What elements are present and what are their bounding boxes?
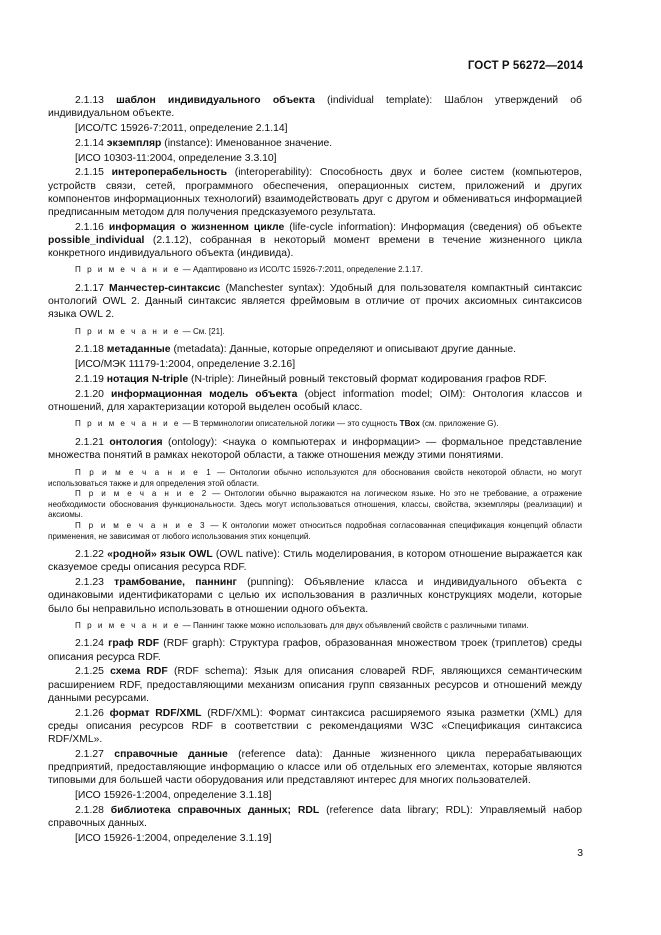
term-name: онтология — [109, 436, 163, 448]
note-text: — В терминологии описательной логики — это сущность — [180, 419, 400, 428]
note — [48, 327, 582, 338]
term-entry — [48, 576, 582, 616]
term-name: шаблон индивидуального объекта — [116, 95, 315, 106]
term-entry — [48, 707, 582, 747]
term-text: (reference data): Данные жизненного цикла перерабатывающих предприятий, предоставляющие информацию о классе или об отдельных его элементах, которые являются типовыми для большей части оборудования или представляют интерес для многих пользователей. — [48, 748, 582, 787]
source-reference — [48, 122, 582, 135]
term-entry — [48, 388, 582, 414]
term-name: экземпляр — [106, 137, 162, 149]
source-reference — [48, 152, 582, 165]
term-name: интероперабельность — [111, 167, 227, 179]
note-text: — Онтологии обычно используются для обоснования свойств некоторой области, но могут использоваться также и для определения этой области. — [48, 468, 582, 488]
term-name: справочные данные — [114, 748, 228, 760]
term-number: 2.1.17 — [75, 283, 104, 294]
term-entry — [48, 94, 582, 120]
term-text: (reference data library; RDL): Управляемый набор справочных данных. — [48, 804, 583, 829]
note-text: — Онтологии обычно выражаются на логическом языке. Но это не требование, а отражение необходимости обоснования функциональности. Здесь могут использоваться отношения, классы, свойства, экземпляры (реализации) и аксиомы. — [48, 489, 582, 520]
term-text: [ИСО 15926-1:2004, определение 3.1.19] — [75, 832, 272, 844]
term-entry — [48, 373, 582, 386]
note-label: П р и м е ч а н и е — [75, 265, 181, 275]
term-name: схема RDF — [110, 666, 168, 678]
term-entry — [48, 548, 582, 574]
note-label: П р и м е ч а н и е 3 — [75, 520, 207, 530]
note-label: П р и м е ч а н и е — [75, 620, 181, 630]
note — [48, 265, 582, 276]
standard-designation: ГОСТ Р 56272—2014 — [467, 60, 583, 72]
term-name: Манчестер-синтаксис — [109, 283, 221, 294]
note-text: — К онтологии может относиться подробная согласованная спецификация концепций области применения, не зависимая от любого использования этих концепций. — [48, 520, 582, 541]
term-name: информация о жизненном цикле — [108, 221, 285, 233]
term-entry — [48, 665, 582, 705]
term-number: 2.1.22 — [75, 549, 104, 561]
term-number: 2.1.27 — [75, 748, 104, 760]
note — [48, 419, 582, 430]
note-label: П р и м е ч а н и е — [75, 326, 181, 336]
term-number: 2.1.18 — [75, 344, 104, 356]
term-number: 2.1.24 — [75, 638, 104, 650]
term-number: 2.1.16 — [75, 221, 104, 233]
term-text: (punning): Объявление класса и индивидуального объекта с одинаковыми идентификаторами с целью их использования в различных конструкциях модели, которые было бы неправильно использовать в отношении одного объекта. — [48, 577, 583, 615]
term-name: «родной» язык OWL — [107, 549, 213, 561]
term-text-continued: (2.1.12), собранная в некоторый момент времени в течение жизненного цикла конкретного индивидуального объекта (индивида). — [48, 235, 582, 260]
term-entry — [48, 282, 582, 322]
term-number: 2.1.15 — [75, 167, 104, 179]
term-text: (instance): Именованное значение. — [161, 137, 333, 149]
term-name-secondary: possible_individual — [48, 235, 145, 246]
term-text: (interoperability): Способность двух и более систем (компьютеров, устройств связи, сетей, программного обеспечения, операционных систем, приложений и других компонентов информационных технологий) взаимодействовать друг с другом и обмениваться информацией предписанным методом для получения предсказуемого результата. — [48, 167, 582, 218]
note-label: П р и м е ч а н и е 1 — [75, 468, 213, 477]
note-label: П р и м е ч а н и е 2 — [75, 489, 209, 499]
term-text: [ИСО 15926-1:2004, определение 3.1.18] — [75, 789, 272, 801]
note-text-continued: (см. приложение G). — [419, 419, 499, 428]
term-text: (OWL native): Стиль моделирования, в котором отношение выражается как сказуемое среды описания ресурса RDF. — [48, 549, 582, 574]
page-number: 3 — [577, 848, 583, 859]
term-number: 2.1.25 — [75, 666, 104, 678]
note-term: TBox — [399, 419, 420, 428]
term-text: [ИСО/МЭК 11179-1:2004, определение 3.2.16] — [75, 359, 296, 370]
note-label: П р и м е ч а н и е — [75, 419, 181, 428]
term-number: 2.1.21 — [75, 436, 104, 448]
term-text: (RDF schema): Язык для описания словарей RDF, являющихся семантическим расширением RDF, предоставляющими механизм описания групп связанных ресурсов и отношений между данными ресурсами. — [48, 666, 583, 704]
source-reference — [48, 832, 582, 845]
term-text: (Manchester syntax): Удобный для пользователя компактный синтаксис онтологий OWL 2. Данный синтаксис является фреймовым в отличие от прочих аксиомных синтаксисов языка OWL 2. — [48, 283, 582, 321]
source-reference — [48, 358, 582, 371]
term-name: информационная модель объекта — [110, 388, 298, 400]
term-text: (ontology): <наука о компьютерах и информации> — формальное представление множества понятий в рамках некоторой области, а также отношения между этими понятиями. — [48, 436, 582, 461]
term-name: библиотека справочных данных; RDL — [110, 804, 320, 816]
term-number: 2.1.19 — [75, 373, 104, 385]
note-text: — См. [21]. — [180, 326, 225, 336]
term-name: формат RDF/XML — [109, 707, 202, 719]
note — [48, 521, 582, 542]
note-text: — Паннинг также можно использовать для двух объявлений свойств с различными типами. — [180, 620, 529, 630]
term-text: (RDF graph): Структура графов, образованная множеством троек (триплетов) среды описания ресурса RDF. — [48, 638, 582, 663]
term-name: граф RDF — [108, 638, 160, 650]
term-entry — [48, 343, 582, 356]
term-text: (N-triple): Линейный ровный текстовый формат кодирования графов RDF. — [188, 373, 547, 385]
note — [48, 468, 582, 489]
term-entry — [48, 748, 582, 788]
term-text: (metadata): Данные, которые определяют и описывают другие данные. — [170, 344, 517, 356]
term-entry — [48, 637, 582, 663]
term-number: 2.1.20 — [75, 388, 104, 400]
term-text: [ИСО 10303-11:2004, определение 3.3.10] — [75, 152, 277, 164]
term-number: 2.1.14 — [75, 137, 104, 149]
source-reference — [48, 789, 582, 802]
term-entry — [48, 436, 582, 462]
term-text: (individual template): Шаблон утверждений об индивидуальном объекте. — [48, 95, 582, 120]
term-entry — [48, 804, 582, 830]
document-body — [48, 94, 582, 847]
note-text: — Адаптировано из ИСО/ТС 15926-7:2011, определение 2.1.17. — [180, 265, 423, 275]
term-entry — [48, 166, 582, 219]
note — [48, 621, 582, 632]
term-name: нотация N-triple — [106, 373, 189, 385]
term-number: 2.1.23 — [75, 577, 104, 589]
term-text: (RDF/XML): Формат синтаксиса расширяемого языка разметки (XML) для среды описания ресурсов RDF в соответствии с рекомендациями W3C «Спецификация синтаксиса RDF/XML». — [48, 707, 582, 745]
term-entry — [48, 137, 582, 150]
term-text: (object information model; OIM): Онтология классов и отношений, для характеризации которой выделен особый класс. — [48, 388, 583, 413]
term-name: трамбование, паннинг — [114, 577, 237, 589]
note — [48, 489, 582, 521]
term-number: 2.1.28 — [75, 804, 104, 816]
term-text: [ИСО/ТС 15926-7:2011, определение 2.1.14] — [75, 123, 288, 134]
term-entry — [48, 221, 582, 261]
term-text: (life-cycle information): Информация (сведения) об объекте — [284, 221, 582, 233]
term-number: 2.1.26 — [75, 707, 104, 719]
term-number: 2.1.13 — [75, 95, 104, 106]
term-name: метаданные — [106, 344, 171, 356]
